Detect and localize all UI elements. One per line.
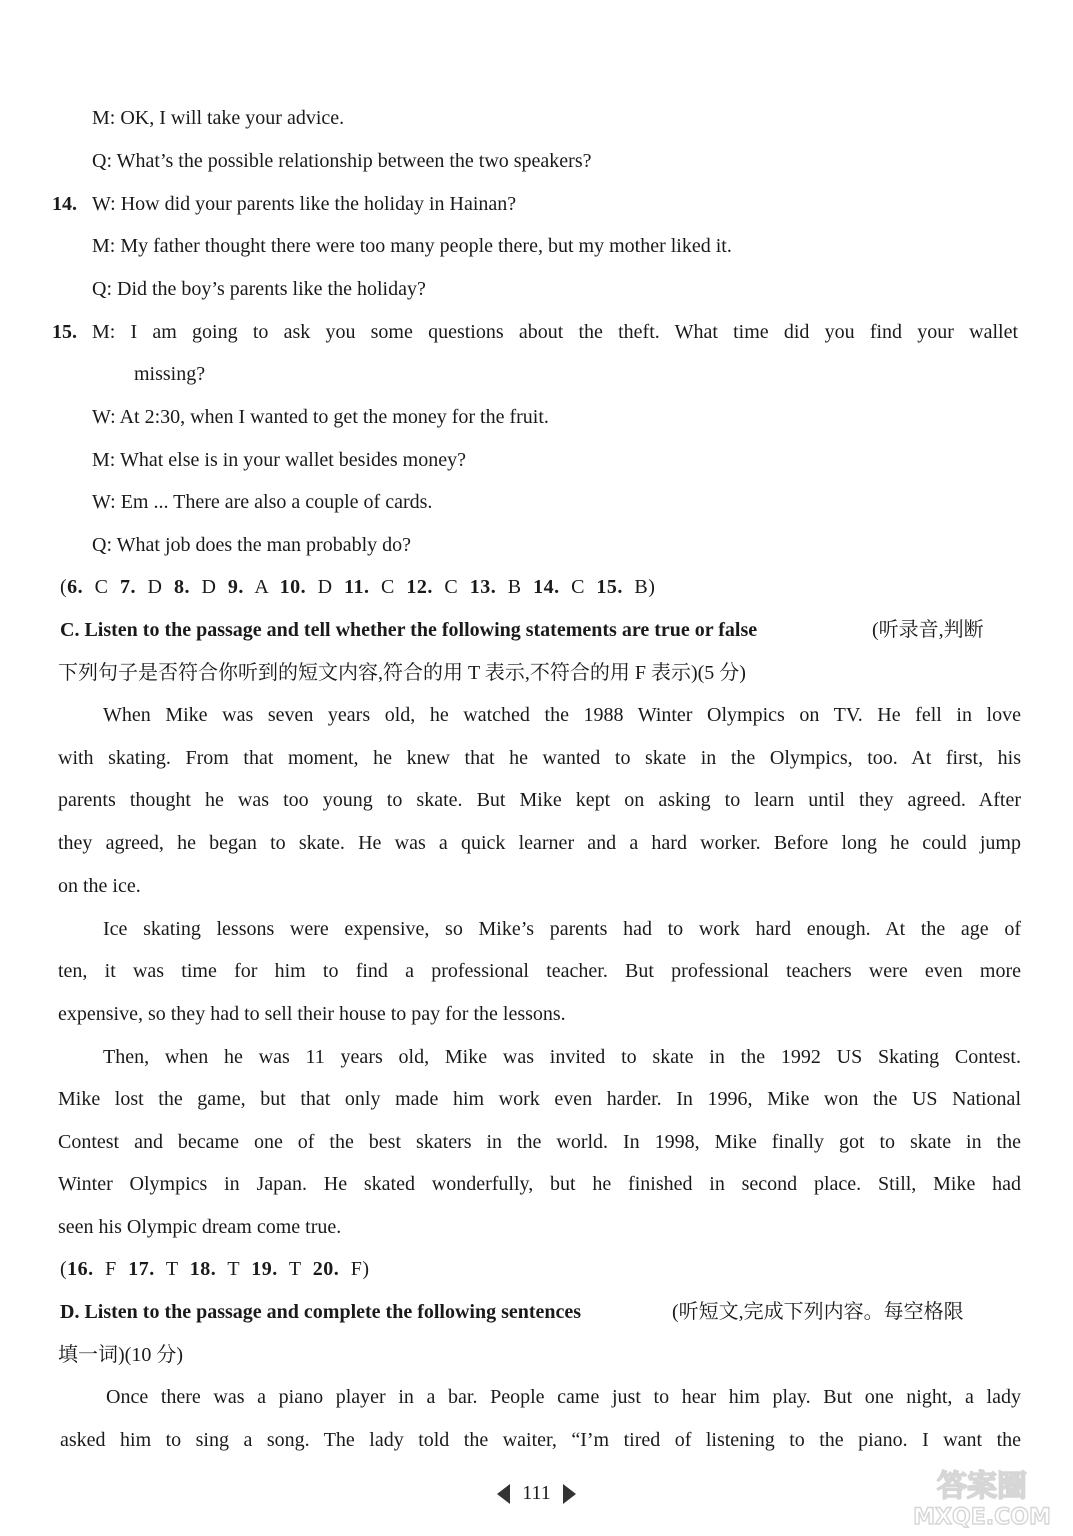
passage-line: Ice skating lessons were expensive, so Mike’s parents had to work hard enough. At the age of — [103, 918, 1021, 940]
answer-letter: ( — [60, 1258, 68, 1280]
passage-line: asked him to sing a song. The lady told the waiter, “I’m tired of listening to the piano. I want the — [60, 1429, 1021, 1451]
answer-letter: C — [369, 576, 407, 598]
passage-line: parents thought he was too young to skate. But Mike kept on asking to learn until they agreed. After — [58, 789, 1021, 811]
dialog-line: M: OK, I will take your advice. — [92, 107, 345, 129]
answer-key — [60, 574, 655, 600]
answer-number: 19. — [251, 1258, 278, 1280]
answer-letter: C — [559, 576, 597, 598]
dialog-line: W: Em ... There are also a couple of cards. — [92, 491, 433, 513]
answer-number: 11. — [344, 576, 370, 598]
dialog-line: M: What else is in your wallet besides money? — [92, 449, 466, 471]
answer-number: 10. — [279, 576, 307, 598]
section-instruction: 填一词)(10 分) — [58, 1344, 183, 1366]
section-heading: D. Listen to the passage and complete the following sentences — [60, 1301, 582, 1323]
section-instruction: (听录音,判断 — [872, 619, 984, 641]
passage-line: with skating. From that moment, he knew that he wanted to skate in the Olympics, too. At first, his — [58, 747, 1021, 769]
answer-number: 17. — [128, 1258, 155, 1280]
answer-number: 14. — [533, 576, 560, 598]
passage-line: Then, when he was 11 years old, Mike was invited to skate in the 1992 US Skating Contest. — [103, 1046, 1021, 1068]
answer-letter: B — [496, 576, 534, 598]
watermark-logo — [897, 1462, 1067, 1532]
answer-letter: F — [93, 1258, 129, 1280]
answer-letter: F) — [339, 1258, 370, 1280]
page-number: 111 — [522, 1482, 551, 1504]
question-number: 14. — [52, 193, 77, 215]
passage-line: Mike lost the game, but that only made him work even harder. In 1996, Mike won the US National — [58, 1088, 1021, 1110]
watermark-text: 答案圈 — [937, 1469, 1027, 1504]
dialog-line: Q: Did the boy’s parents like the holiday? — [92, 278, 426, 300]
section-instruction: (听短文,完成下列内容。每空格限 — [672, 1301, 964, 1323]
passage-line: seen his Olympic dream come true. — [58, 1216, 342, 1238]
answer-letter: C — [432, 576, 470, 598]
watermark-text: MXQE.COM — [913, 1505, 1051, 1530]
passage-line: When Mike was seven years old, he watched the 1988 Winter Olympics on TV. He fell in love — [103, 704, 1021, 726]
dialog-line: W: At 2:30, when I wanted to get the money for the fruit. — [92, 406, 549, 428]
section-heading: C. Listen to the passage and tell whether the following statements are true or false — [60, 619, 758, 641]
answer-number: 9. — [227, 576, 244, 598]
passage-line: expensive, so they had to sell their house to pay for the lessons. — [58, 1003, 566, 1025]
answer-number: 13. — [469, 576, 497, 598]
answer-number: 8. — [173, 576, 190, 598]
answer-number: 7. — [120, 576, 137, 598]
answer-number: 18. — [189, 1258, 217, 1280]
question-number: 15. — [52, 321, 77, 343]
dialog-line: M: My father thought there were too many people there, but my mother liked it. — [92, 235, 732, 257]
answer-letter: T — [277, 1258, 313, 1280]
answer-number: 20. — [312, 1258, 340, 1280]
next-triangle-icon — [563, 1484, 576, 1504]
answer-letter: T — [154, 1258, 190, 1280]
dialog-line: missing? — [134, 363, 206, 385]
passage-line: Contest and became one of the best skaters in the world. In 1998, Mike finally got to skate in the — [58, 1131, 1021, 1153]
prev-triangle-icon — [497, 1484, 510, 1504]
dialog-line: M: I am going to ask you some questions about the theft. What time did you find your wallet — [92, 321, 1018, 343]
answer-key — [60, 1256, 370, 1282]
passage-line: on the ice. — [58, 875, 141, 897]
section-instruction: 下列句子是否符合你听到的短文内容,符合的用 T 表示,不符合的用 F 表示)(5 分) — [58, 662, 746, 684]
answer-number: 15. — [596, 576, 623, 598]
answer-number: 6. — [67, 576, 84, 598]
passage-line: they agreed, he began to skate. He was a quick learner and a hard worker. Before long he could jump — [58, 832, 1021, 854]
dialog-line: Q: What job does the man probably do? — [92, 534, 412, 556]
passage-line: ten, it was time for him to find a professional teacher. But professional teachers were even more — [58, 960, 1021, 982]
answer-letter: T — [216, 1258, 252, 1280]
answer-letter: C — [83, 576, 121, 598]
passage-line: Winter Olympics in Japan. He skated wonderfully, but he finished in second place. Still, Mike had — [58, 1173, 1021, 1195]
answer-letter: ( — [60, 576, 68, 598]
answer-letter: D — [306, 576, 345, 598]
dialog-line: W: How did your parents like the holiday in Hainan? — [92, 193, 517, 215]
passage-line: Once there was a piano player in a bar. People came just to hear him play. But one night, a lady — [106, 1386, 1021, 1408]
answer-number: 12. — [406, 576, 433, 598]
answer-letter: D — [136, 576, 174, 598]
answer-number: 16. — [67, 1258, 94, 1280]
answer-letter: D — [189, 576, 228, 598]
dialog-line: Q: What’s the possible relationship between the two speakers? — [92, 150, 592, 172]
answer-letter: A — [243, 576, 280, 598]
answer-letter: B) — [622, 576, 656, 598]
